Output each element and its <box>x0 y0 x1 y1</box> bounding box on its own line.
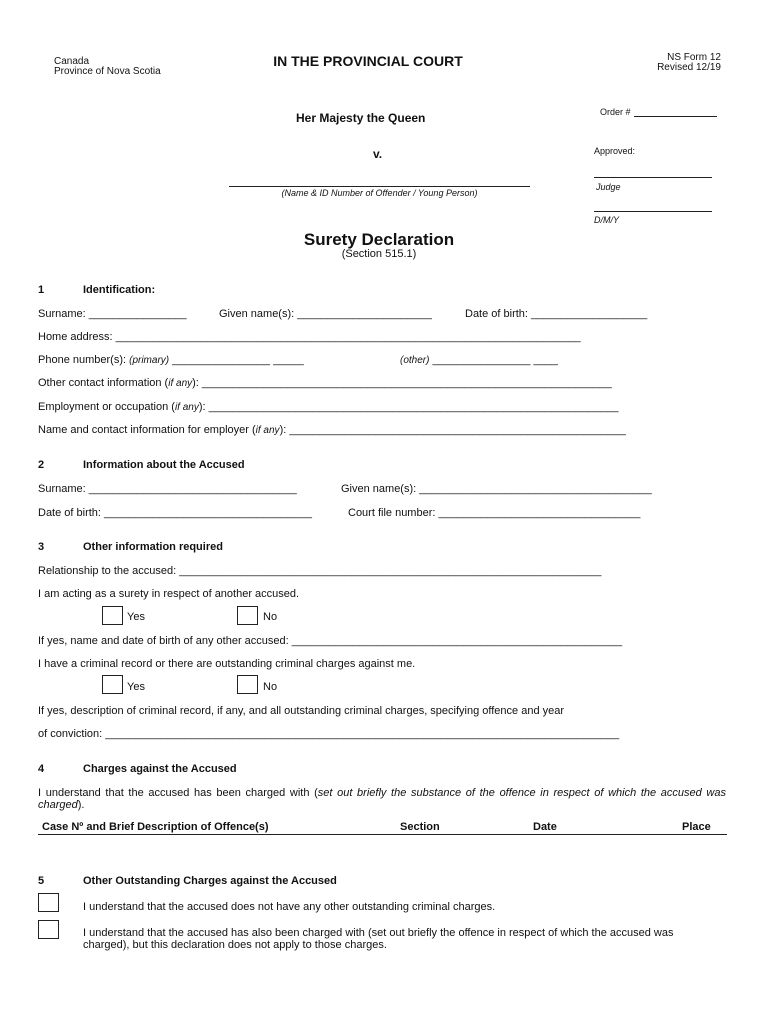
acting-yes-checkbox[interactable] <box>102 606 123 625</box>
section-4-number: 4 <box>38 763 45 775</box>
col-place-header: Place <box>682 821 711 833</box>
crown-name: Her Majesty the Queen <box>296 111 426 125</box>
employer-label: Name and contact information for employer ( <box>38 424 256 436</box>
phone-primary-label: (primary) <box>129 355 170 366</box>
employment-ifany: if any <box>174 402 199 413</box>
employment-line[interactable]: ): ___________________________________________________________________ <box>198 401 619 413</box>
section-1-title: Identification: <box>83 284 156 296</box>
judge-label: Judge <box>596 182 621 192</box>
record-description-text: If yes, description of criminal record, if any, and all outstanding criminal charges, specifying offence and year <box>38 705 565 717</box>
form-number: NS Form 12 <box>667 52 721 63</box>
order-label: Order # <box>600 107 631 117</box>
col-section-header: Section <box>400 821 440 833</box>
dmy-label: D/M/Y <box>594 215 620 225</box>
other-contact-line[interactable]: ): ___________________________________________________________________ <box>192 377 612 389</box>
col-date-header: Date <box>533 821 557 833</box>
section-4-title: Charges against the Accused <box>83 763 237 775</box>
acting-no-label: No <box>263 611 278 623</box>
charges-understanding-text <box>38 787 726 811</box>
province-label: Province of Nova Scotia <box>54 66 161 77</box>
surety-surname-field[interactable]: Surname: ________________ <box>38 308 187 320</box>
other-contact-field[interactable] <box>38 377 612 389</box>
phone-other-line[interactable]: ________________ ____ <box>429 354 558 366</box>
employer-field[interactable] <box>38 424 626 436</box>
phone-primary-line[interactable]: ________________ _____ <box>169 354 304 366</box>
record-yes-label: Yes <box>127 681 145 693</box>
employer-ifany: if any <box>255 425 280 436</box>
employer-line[interactable]: ): _______________________________________________________ <box>279 424 626 436</box>
phone-number-field[interactable] <box>38 354 304 366</box>
surety-given-names-field[interactable]: Given name(s): ______________________ <box>219 308 432 320</box>
court-title: IN THE PROVINCIAL COURT <box>273 53 463 69</box>
approved-label: Approved: <box>594 146 636 156</box>
surety-dob-field[interactable]: Date of birth: ___________________ <box>465 308 648 320</box>
section-3-title: Other information required <box>83 541 223 553</box>
acting-no-checkbox[interactable] <box>237 606 258 625</box>
no-other-charges-text: I understand that the accused does not have any other outstanding criminal charges. <box>83 901 496 913</box>
document-title: Surety Declaration <box>303 230 455 249</box>
date-line[interactable] <box>594 211 712 212</box>
charges-table-rule <box>38 834 727 835</box>
section-2-title: Information about the Accused <box>83 459 245 471</box>
accused-dob-field[interactable]: Date of birth: __________________________________ <box>38 507 313 519</box>
section-5-title: Other Outstanding Charges against the Accused <box>83 875 337 887</box>
order-number-line[interactable] <box>634 116 717 117</box>
charges-text-b: set out briefly the substance of the offence in respect of which the accused was charged <box>38 787 726 811</box>
other-contact-ifany: if any <box>168 378 193 389</box>
other-contact-label: Other contact information ( <box>38 377 169 389</box>
other-charges-text: I understand that the accused has also been charged with (set out briefly the offence in respect of which the accused was charged), but this declaration does not apply to those charges. <box>83 927 674 951</box>
country-label: Canada <box>54 56 90 67</box>
charges-text-a: I understand that the accused has been charged with ( <box>38 787 318 799</box>
phone-label: Phone number(s): <box>38 354 130 366</box>
offender-caption: (Name & ID Number of Offender / Young Person) <box>281 188 478 198</box>
offender-line[interactable] <box>229 186 530 187</box>
versus-label: v. <box>373 147 383 161</box>
acting-yes-label: Yes <box>127 611 145 623</box>
other-accused-field[interactable]: If yes, name and date of birth of any other accused: ______________________________________________________ <box>38 635 623 647</box>
record-no-checkbox[interactable] <box>237 675 258 694</box>
acting-surety-text: I am acting as a surety in respect of another accused. <box>38 588 300 600</box>
document-section: (Section 515.1) <box>341 248 417 260</box>
employment-label: Employment or occupation ( <box>38 401 175 413</box>
section-1-number: 1 <box>38 284 45 296</box>
form-revised: Revised 12/19 <box>657 62 721 73</box>
court-file-field[interactable]: Court file number: _________________________________ <box>348 507 641 519</box>
phone-other-label: (other) <box>400 355 430 366</box>
record-no-label: No <box>263 681 278 693</box>
section-5-number: 5 <box>38 875 45 887</box>
col-case-header: Case Nº and Brief Description of Offence(s) <box>42 821 269 833</box>
criminal-record-text: I have a criminal record or there are outstanding criminal charges against me. <box>38 658 416 670</box>
other-charges-checkbox[interactable] <box>38 920 59 939</box>
accused-surname-field[interactable]: Surname: __________________________________ <box>38 483 297 495</box>
charges-text-c: ). <box>77 799 85 811</box>
accused-given-names-field[interactable]: Given name(s): ______________________________________ <box>341 483 652 495</box>
section-3-number: 3 <box>38 541 45 553</box>
conviction-field[interactable]: of conviction: ____________________________________________________________________________________ <box>38 728 620 740</box>
judge-line[interactable] <box>594 177 712 178</box>
home-address-field[interactable]: Home address: ____________________________________________________________________________ <box>38 331 581 343</box>
section-2-number: 2 <box>38 459 45 471</box>
employment-field[interactable] <box>38 401 619 413</box>
phone-other-field[interactable] <box>400 354 558 366</box>
no-other-charges-checkbox[interactable] <box>38 893 59 912</box>
record-yes-checkbox[interactable] <box>102 675 123 694</box>
relationship-field[interactable]: Relationship to the accused: _____________________________________________________________________ <box>38 565 602 577</box>
